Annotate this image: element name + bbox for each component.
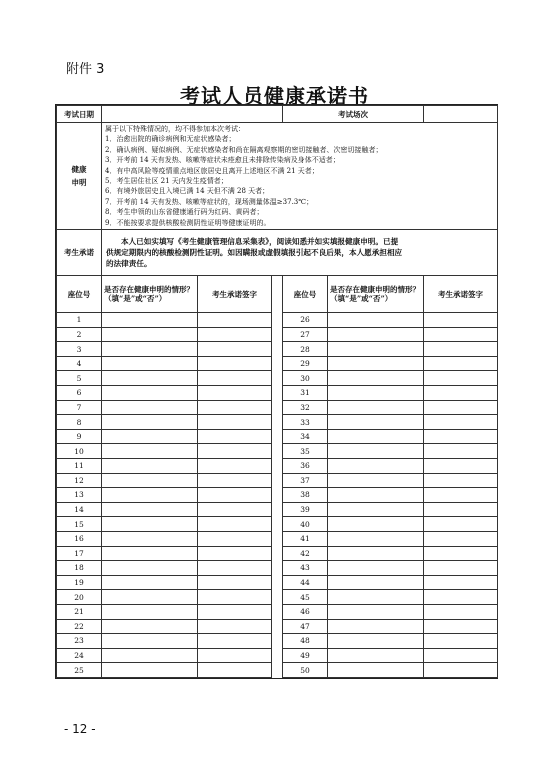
seat-number: 37 [283, 473, 328, 488]
health-notice-line: 9．不能按要求提供核酸检测阴性证明等健康证明的。 [105, 218, 271, 227]
health-answer-cell[interactable] [328, 459, 424, 474]
health-answer-cell[interactable] [328, 415, 424, 430]
seat-row [57, 371, 498, 386]
seat-number: 40 [283, 517, 328, 532]
signature-cell[interactable] [424, 590, 498, 605]
health-notice-line: 8．考生申领的山东省健康通行码为红码、黄码者； [105, 208, 264, 217]
signature-column-header: 考生承诺签字 [424, 276, 498, 313]
signature-cell[interactable] [198, 619, 272, 634]
seat-row [57, 502, 498, 517]
seat-number: 26 [283, 313, 328, 328]
health-notice-line: 7．开考前 14 天有发热、咳嗽等症状的，现场测量体温≥37.3℃； [105, 197, 314, 206]
health-answer-cell[interactable] [328, 561, 424, 576]
signature-cell[interactable] [198, 648, 272, 663]
health-answer-cell[interactable] [102, 415, 198, 430]
health-commitment-form [55, 104, 498, 679]
seat-number: 7 [57, 400, 102, 415]
column-gap [272, 429, 283, 444]
seat-row [57, 546, 498, 561]
seat-number: 45 [283, 590, 328, 605]
seat-number: 10 [57, 444, 102, 459]
signature-cell[interactable] [198, 342, 272, 357]
health-answer-cell[interactable] [102, 327, 198, 342]
seat-row [57, 648, 498, 663]
signature-cell[interactable] [198, 488, 272, 503]
column-gap [272, 415, 283, 430]
column-gap [272, 619, 283, 634]
signature-cell[interactable] [424, 634, 498, 649]
column-gap [272, 546, 283, 561]
column-gap [272, 663, 283, 678]
seat-number: 1 [57, 313, 102, 328]
column-gap [272, 473, 283, 488]
seat-number: 4 [57, 356, 102, 371]
health-notice-label [57, 123, 102, 230]
signature-cell[interactable] [424, 502, 498, 517]
health-notice-line: 3．开考前 14 天有发热、咳嗽等症状未痊愈且未排除传染病及身体不适者； [105, 156, 340, 165]
attachment-label: 附件 3 [66, 62, 105, 77]
column-gap [272, 590, 283, 605]
health-answer-cell[interactable] [328, 386, 424, 401]
health-answer-cell[interactable] [102, 444, 198, 459]
seat-row [57, 429, 498, 444]
seat-number: 11 [57, 459, 102, 474]
exam-date-field[interactable] [102, 106, 283, 123]
seat-row [57, 619, 498, 634]
seat-row [57, 604, 498, 619]
seat-row [57, 459, 498, 474]
seat-number: 21 [57, 604, 102, 619]
column-gap [272, 459, 283, 474]
health-answer-cell[interactable] [328, 502, 424, 517]
seat-number: 44 [283, 575, 328, 590]
seat-number: 39 [283, 502, 328, 517]
signature-cell[interactable] [424, 663, 498, 678]
signature-cell[interactable] [198, 400, 272, 415]
health-answer-cell[interactable] [102, 604, 198, 619]
seat-row [57, 313, 498, 328]
seat-number: 2 [57, 327, 102, 342]
signature-cell[interactable] [424, 327, 498, 342]
seat-row [57, 356, 498, 371]
health-answer-cell[interactable] [102, 371, 198, 386]
exam-date-label: 考试日期 [57, 106, 102, 123]
signature-cell[interactable] [198, 459, 272, 474]
exam-session-label: 考试场次 [283, 106, 424, 123]
signature-cell[interactable] [198, 473, 272, 488]
signature-cell[interactable] [198, 327, 272, 342]
signature-cell[interactable] [424, 459, 498, 474]
column-gap [272, 604, 283, 619]
health-answer-cell[interactable] [102, 546, 198, 561]
column-gap [272, 400, 283, 415]
promise-label: 考生承诺 [57, 230, 102, 276]
signature-cell[interactable] [424, 488, 498, 503]
health-answer-cell[interactable] [328, 546, 424, 561]
signature-cell[interactable] [198, 444, 272, 459]
seat-number: 5 [57, 371, 102, 386]
signature-cell[interactable] [198, 590, 272, 605]
seat-row [57, 663, 498, 678]
seat-number: 24 [57, 648, 102, 663]
promise-text-line: 的法律责任。 [106, 259, 152, 269]
signature-cell[interactable] [424, 415, 498, 430]
health-answer-cell[interactable] [328, 619, 424, 634]
signature-cell[interactable] [198, 634, 272, 649]
seat-number: 29 [283, 356, 328, 371]
promise-text-line: 本人已如实填写《考生健康管理信息采集表》，阅读知悉并如实填报健康申明。已提 [121, 237, 399, 247]
promise-text [102, 230, 498, 276]
seat-number: 3 [57, 342, 102, 357]
health-answer-cell[interactable] [102, 575, 198, 590]
signature-cell[interactable] [198, 531, 272, 546]
signature-cell[interactable] [424, 648, 498, 663]
form-table [56, 105, 498, 678]
seat-row [57, 488, 498, 503]
seat-row [57, 400, 498, 415]
seat-number: 41 [283, 531, 328, 546]
health-answer-cell[interactable] [328, 400, 424, 415]
signature-cell[interactable] [198, 663, 272, 678]
health-answer-cell[interactable] [328, 531, 424, 546]
seat-number: 47 [283, 619, 328, 634]
column-gap [272, 356, 283, 371]
signature-cell[interactable] [424, 531, 498, 546]
column-gap [272, 531, 283, 546]
seat-number: 9 [57, 429, 102, 444]
signature-cell[interactable] [424, 473, 498, 488]
seat-row [57, 575, 498, 590]
seat-number: 17 [57, 546, 102, 561]
health-answer-cell[interactable] [328, 663, 424, 678]
signature-cell[interactable] [424, 604, 498, 619]
column-gap [272, 313, 283, 328]
seat-number: 28 [283, 342, 328, 357]
seat-number: 34 [283, 429, 328, 444]
health-answer-cell[interactable] [102, 386, 198, 401]
signature-cell[interactable] [198, 313, 272, 328]
signature-cell[interactable] [198, 429, 272, 444]
seat-number: 18 [57, 561, 102, 576]
signature-cell[interactable] [424, 517, 498, 532]
column-header-row [57, 276, 498, 313]
health-answer-cell[interactable] [102, 488, 198, 503]
signature-cell[interactable] [424, 313, 498, 328]
signature-cell[interactable] [424, 342, 498, 357]
exam-info-row [57, 106, 498, 123]
health-answer-cell[interactable] [328, 327, 424, 342]
signature-cell[interactable] [198, 386, 272, 401]
seat-column-header: 座位号 [57, 276, 102, 313]
seat-row [57, 634, 498, 649]
column-gap [272, 371, 283, 386]
signature-cell[interactable] [198, 415, 272, 430]
signature-cell[interactable] [198, 502, 272, 517]
signature-cell[interactable] [424, 386, 498, 401]
column-gap [272, 386, 283, 401]
seat-row [57, 590, 498, 605]
health-answer-cell[interactable] [102, 502, 198, 517]
seat-number: 43 [283, 561, 328, 576]
signature-cell[interactable] [198, 356, 272, 371]
signature-cell[interactable] [424, 546, 498, 561]
seat-row [57, 531, 498, 546]
seat-number: 38 [283, 488, 328, 503]
column-gap [272, 634, 283, 649]
seat-number: 20 [57, 590, 102, 605]
page-number: - 12 - [64, 722, 96, 736]
health-notice-row [57, 123, 498, 230]
health-answer-cell[interactable] [102, 590, 198, 605]
seat-column-header: 座位号 [283, 276, 328, 313]
health-notice-line: 5．考生居住社区 21 天内发生疫情者； [105, 177, 228, 186]
health-answer-cell[interactable] [328, 313, 424, 328]
column-gap [272, 444, 283, 459]
signature-cell[interactable] [424, 429, 498, 444]
seat-row [57, 561, 498, 576]
seat-number: 19 [57, 575, 102, 590]
column-gap [272, 575, 283, 590]
signature-cell[interactable] [424, 575, 498, 590]
seat-number: 12 [57, 473, 102, 488]
seat-row [57, 327, 498, 342]
seat-row [57, 415, 498, 430]
seat-number: 25 [57, 663, 102, 678]
seat-number: 6 [57, 386, 102, 401]
seat-number: 46 [283, 604, 328, 619]
health-answer-cell[interactable] [102, 619, 198, 634]
seat-number: 27 [283, 327, 328, 342]
health-answer-cell[interactable] [102, 459, 198, 474]
seat-number: 14 [57, 502, 102, 517]
promise-text-line: 供规定期限内的核酸检测阴性证明。如因瞒报或虚假填报引起不良后果，本人愿承担相应 [106, 248, 403, 258]
health-answer-cell[interactable] [102, 473, 198, 488]
seat-number: 48 [283, 634, 328, 649]
signature-cell[interactable] [424, 400, 498, 415]
seat-number: 22 [57, 619, 102, 634]
seat-number: 16 [57, 531, 102, 546]
health-answer-cell[interactable] [328, 342, 424, 357]
health-notice-line: 1．治愈出院的确诊病例和无症状感染者； [105, 135, 236, 144]
signature-column-header: 考生承诺签字 [198, 276, 272, 313]
column-gap [272, 502, 283, 517]
signature-cell[interactable] [424, 619, 498, 634]
signature-cell[interactable] [198, 546, 272, 561]
health-answer-cell[interactable] [328, 517, 424, 532]
seat-number: 23 [57, 634, 102, 649]
signature-cell[interactable] [424, 561, 498, 576]
health-answer-cell[interactable] [328, 575, 424, 590]
seat-number: 30 [283, 371, 328, 386]
column-gap [272, 342, 283, 357]
signature-cell[interactable] [198, 575, 272, 590]
seat-number: 33 [283, 415, 328, 430]
health-question-column-header: 是否存在健康申明的情形？（填“是”或“否”） [102, 276, 198, 313]
health-answer-cell[interactable] [102, 400, 198, 415]
health-answer-cell[interactable] [328, 473, 424, 488]
seat-number: 42 [283, 546, 328, 561]
column-gap [272, 327, 283, 342]
health-notice-label-text: 健康申明 [71, 165, 87, 188]
health-answer-cell[interactable] [102, 663, 198, 678]
seat-row [57, 342, 498, 357]
health-answer-cell[interactable] [328, 371, 424, 386]
seat-row [57, 444, 498, 459]
seat-row [57, 386, 498, 401]
column-gap [272, 561, 283, 576]
column-gap [272, 276, 283, 313]
health-answer-cell[interactable] [102, 313, 198, 328]
seat-row [57, 517, 498, 532]
signature-cell[interactable] [198, 561, 272, 576]
signature-cell[interactable] [198, 604, 272, 619]
health-question-column-header: 是否存在健康申明的情形？（填“是”或“否”） [328, 276, 424, 313]
health-answer-cell[interactable] [102, 342, 198, 357]
health-answer-cell[interactable] [328, 634, 424, 649]
health-notice-line: 6．有境外旅居史且入境已满 14 天但不满 28 天者； [105, 187, 270, 196]
health-notice-content [102, 123, 498, 230]
health-answer-cell[interactable] [328, 604, 424, 619]
health-answer-cell[interactable] [328, 444, 424, 459]
signature-cell[interactable] [424, 356, 498, 371]
health-answer-cell[interactable] [328, 429, 424, 444]
health-answer-cell[interactable] [102, 634, 198, 649]
health-answer-cell[interactable] [102, 531, 198, 546]
seat-number: 32 [283, 400, 328, 415]
signature-cell[interactable] [424, 444, 498, 459]
health-notice-line: 2．确认病例、疑似病例、无症状感染者和尚在隔离观察期的密切接触者、次密切接触者； [105, 145, 383, 154]
signature-cell[interactable] [198, 371, 272, 386]
health-answer-cell[interactable] [102, 429, 198, 444]
health-answer-cell[interactable] [102, 648, 198, 663]
health-notice-line: 属于以下特殊情况的，均不得参加本次考试： [105, 125, 245, 133]
signature-cell[interactable] [424, 371, 498, 386]
health-answer-cell[interactable] [328, 648, 424, 663]
seat-number: 36 [283, 459, 328, 474]
seat-number: 13 [57, 488, 102, 503]
seat-row [57, 473, 498, 488]
health-answer-cell[interactable] [102, 517, 198, 532]
health-answer-cell[interactable] [328, 488, 424, 503]
seat-number: 31 [283, 386, 328, 401]
health-answer-cell[interactable] [102, 356, 198, 371]
health-answer-cell[interactable] [328, 590, 424, 605]
seat-number: 15 [57, 517, 102, 532]
signature-cell[interactable] [198, 517, 272, 532]
document-title: 考试人员健康承诺书 [180, 84, 369, 108]
promise-row [57, 230, 498, 276]
seat-number: 50 [283, 663, 328, 678]
seat-number: 49 [283, 648, 328, 663]
exam-session-field[interactable] [424, 106, 498, 123]
seat-number: 8 [57, 415, 102, 430]
column-gap [272, 488, 283, 503]
seat-number: 35 [283, 444, 328, 459]
health-answer-cell[interactable] [328, 356, 424, 371]
health-answer-cell[interactable] [102, 561, 198, 576]
column-gap [272, 648, 283, 663]
health-notice-line: 4．有中高风险等疫情重点地区旅居史且离开上述地区不满 21 天者； [105, 166, 319, 175]
column-gap [272, 517, 283, 532]
